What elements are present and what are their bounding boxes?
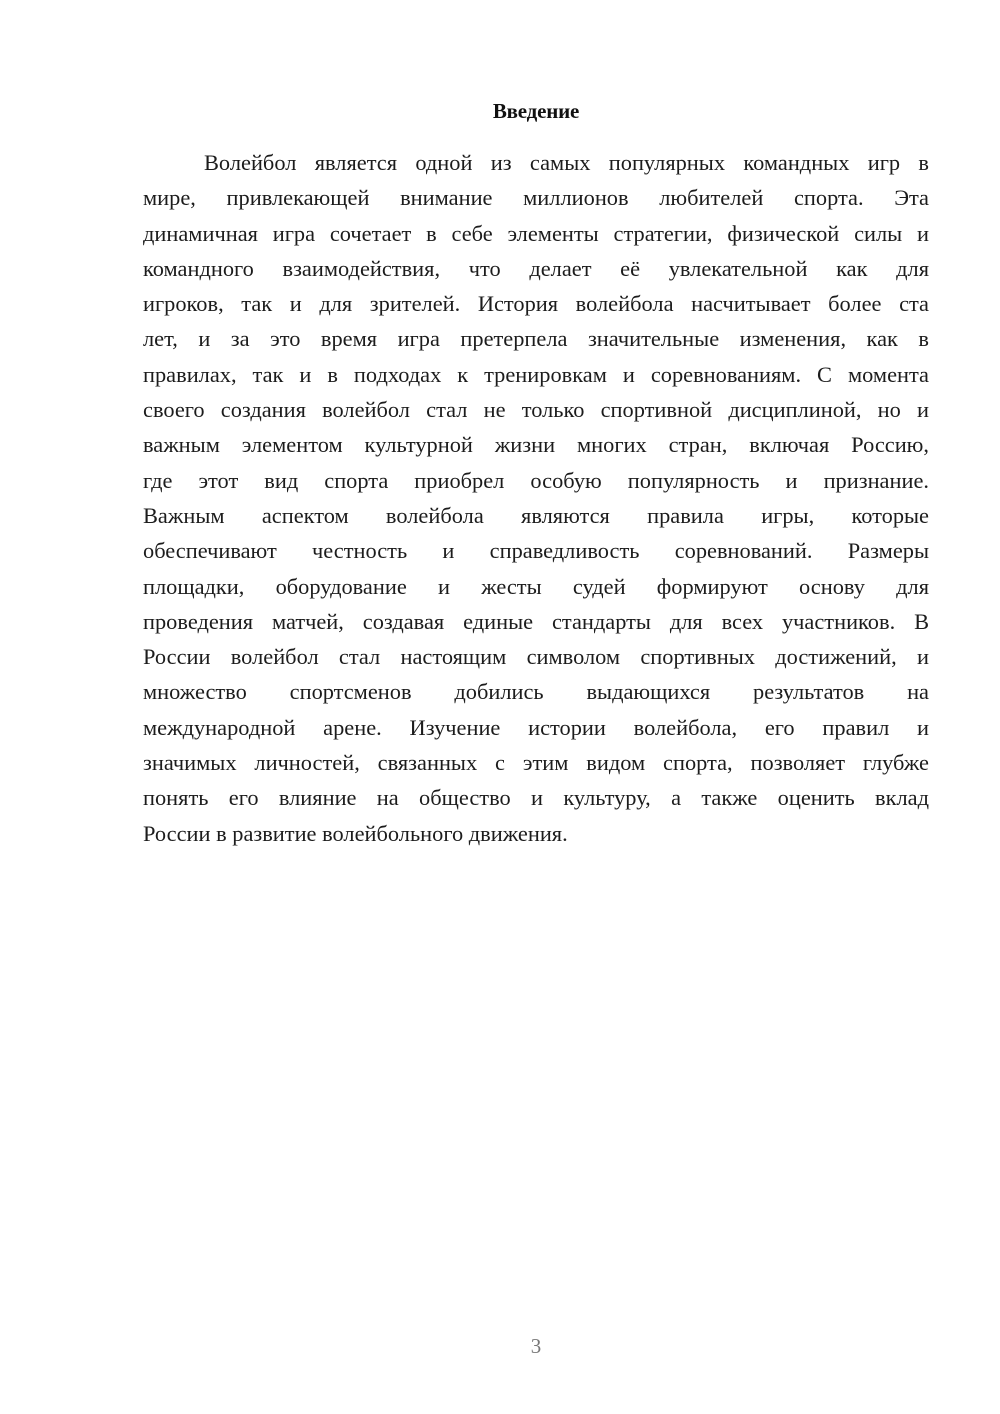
paragraph-line: игроков, так и для зрителей. История волейбола насчитывает более ста bbox=[143, 291, 929, 317]
paragraph-line: России волейбол стал настоящим символом спортивных достижений, и bbox=[143, 644, 929, 670]
paragraph-line: понять его влияние на общество и культуру, а также оценить вклад bbox=[143, 785, 929, 811]
paragraph-line: обеспечивают честность и справедливость соревнований. Размеры bbox=[143, 538, 929, 564]
paragraph-line: значимых личностей, связанных с этим видом спорта, позволяет глубже bbox=[143, 750, 929, 776]
paragraph-line: площадки, оборудование и жесты судей формируют основу для bbox=[143, 573, 929, 599]
body-paragraph bbox=[143, 145, 929, 851]
paragraph-line: множество спортсменов добились выдающихся результатов на bbox=[143, 679, 929, 705]
paragraph-line: важным элементом культурной жизни многих стран, включая Россию, bbox=[143, 432, 929, 458]
page-number: 3 bbox=[530, 1334, 542, 1358]
paragraph-line: правилах, так и в подходах к тренировкам и соревнованиям. С момента bbox=[143, 361, 929, 387]
paragraph-line: где этот вид спорта приобрел особую популярность и признание. bbox=[143, 467, 929, 493]
paragraph-line: проведения матчей, создавая единые стандарты для всех участников. В bbox=[143, 608, 929, 634]
paragraph-line: мире, привлекающей внимание миллионов любителей спорта. Эта bbox=[143, 185, 929, 211]
paragraph-line: своего создания волейбол стал не только спортивной дисциплиной, но и bbox=[143, 397, 929, 423]
paragraph-line: динамичная игра сочетает в себе элементы стратегии, физической силы и bbox=[143, 220, 929, 246]
paragraph-line: России в развитие волейбольного движения. bbox=[143, 820, 568, 846]
paragraph-line: Волейбол является одной из самых популярных командных игр в bbox=[204, 150, 929, 175]
paragraph-line: Важным аспектом волейбола являются правила игры, которые bbox=[143, 502, 929, 528]
paragraph-line: международной арене. Изучение истории волейбола, его правил и bbox=[143, 714, 929, 740]
paragraph-line: командного взаимодействия, что делает её увлекательной как для bbox=[143, 255, 929, 281]
section-heading: Введение bbox=[492, 99, 580, 123]
paragraph-line: лет, и за это время игра претерпела значительные изменения, как в bbox=[143, 326, 929, 352]
